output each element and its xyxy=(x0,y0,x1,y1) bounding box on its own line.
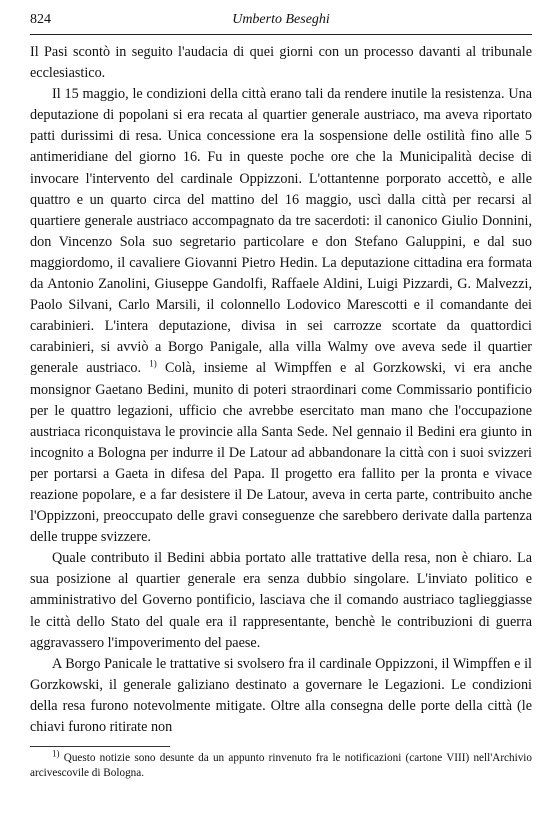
body-text xyxy=(30,42,532,738)
page-number: 824 xyxy=(30,12,51,27)
paragraph-2-continuation: Colà, insieme al Wimpffen e al Gorzkowski, vi era anche monsignor Gaetano Bedini, munito di poteri straordinari come Commissario pontificio per le quattro legazioni, ufficio che avrebbe esercitato man mano che l'occupazione austriaca riconquistava le provincie alla Santa Sede. Nel gennaio il Bedini era giunto in incognito a Bologna per indurre il De Latour ad abbandonare la città con i suoi svizzeri per portarsi a Gaeta in difesa del Papa. Il progetto era fallito per la pronta e vivace reazione popolare, e a far desistere il De Latour, aveva in certa parte, contribuito anche l'Oppizzoni, preoccupato delle gravi conseguenze che sarebbero derivate dalla partenza delle truppe svizzere. xyxy=(30,360,533,546)
paragraph-1: Il Pasi scontò in seguito l'audacia di quei giorni con un processo davanti al tribunale ecclesiastico. xyxy=(30,44,532,82)
paragraph-3: Quale contributo il Bedini abbia portato alle trattative della resa, non è chiaro. La sua posizione al quartier generale era senza dubbio singolare. L'inviato politico e amministrativo del Governo pontificio, lasciava che il comando austriaco taglieggiasse le città dello Stato del quale era il rappresentante, benchè le contribuzioni di guerra aggravassero l'impoverimento del paese. xyxy=(30,550,532,651)
footnote-marker: 1) xyxy=(52,748,60,759)
footnote-rule xyxy=(30,746,170,747)
footnote xyxy=(30,748,533,781)
paragraph-2-text: Il 15 maggio, le condizioni della città erano tali da rendere inutile la resistenza. Una deputazione di popolani si era recata al quartier generale austriaco, ma aveva riportato patti durissimi di resa. Unica concessione era la sospensione delle ostilità fino alle 5 antimeridiane del giorno 16. Fu in queste poche ore che la Municipalità decise di invocare l'intervento del cardinale Oppizzoni. L'ottantenne porporato accettò, e alle quattro e un quarto circa del mattino del 16 maggio, uscì dalla città per recarsi al quartiere generale austriaco accompagnato da tre sacerdoti: il canonico Giulio Donnini, don Vincenzo Sola suo segretario particolare e don Stefano Galuppini, e dal suo maggiordomo, il cavaliere Giovanni Pietro Hedin. La deputazione cittadina era formata da Antonio Zanolini, Giuseppe Gandolfi, Raffaele Aldini, Luigi Pizzardi, G. Malvezzi, Paolo Silvani, Carlo Marsili, il colonnello Lodovico Marescotti e il comandante dei carabinieri. L'intera deputazione, divisa in sei carrozze scortate da quattordici carabinieri, si avviò a Borgo Panigale, alla villa Walmy ove aveva sede il quartier generale austriaco. xyxy=(30,86,532,377)
footnote-text: Questo notizie sono desunte da un appunto rinvenuto fra le notificazioni (cartone VIII) nell'Archivio arcivescovile di Bologna. xyxy=(30,752,533,780)
page-header xyxy=(30,10,532,36)
paragraph-2 xyxy=(30,84,532,548)
running-head: Umberto Beseghi xyxy=(232,12,330,27)
paragraph-4: A Borgo Panicale le trattative si svolsero fra il cardinale Oppizzoni, il Wimpffen e il Gorzkowski, il generale galiziano destinato a governare le Legazioni. Le condizioni della resa furono notevolmente mitigate. Oltre alla consegna delle porte della città (le chiavi furono ritirate non xyxy=(30,655,532,735)
header-rule xyxy=(30,34,532,35)
footnote-reference: 1) xyxy=(149,358,157,369)
